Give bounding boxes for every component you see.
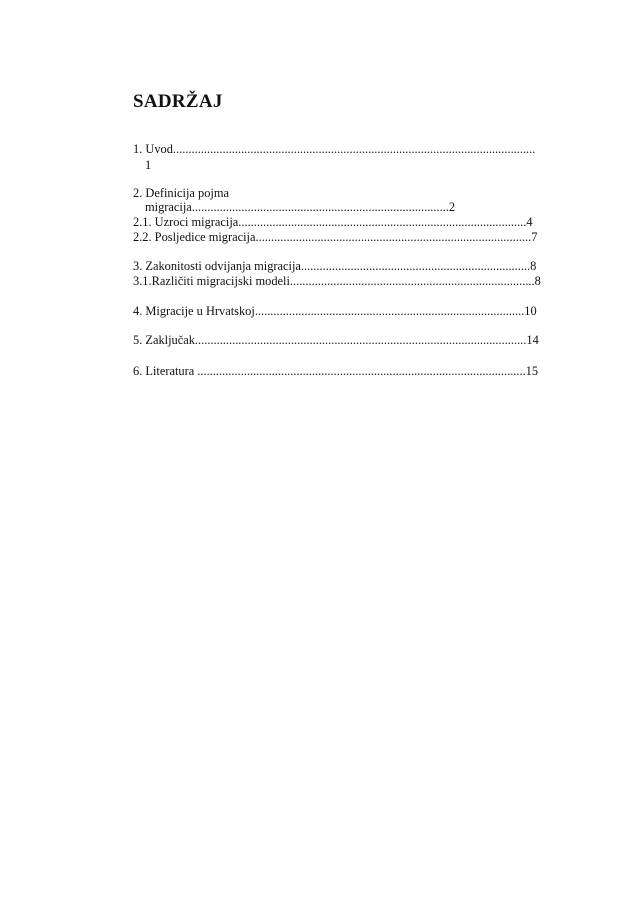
toc-entry-zakonitosti: 3. Zakonitosti odvijanja migracija..........................................................................8 <box>133 259 537 273</box>
toc-entry-literatura: 6. Literatura ..........................................................................................................15 <box>133 364 539 378</box>
toc-entry-definicija-cont: migracija...................................................................................2 <box>145 200 456 214</box>
toc-entry-uvod-page: 1 <box>145 158 152 172</box>
toc-entry-definicija: 2. Definicija pojma <box>133 186 229 200</box>
toc-entry-uvod: 1. Uvod..................................................................................................................... <box>133 142 536 156</box>
toc-entry-modeli: 3.1.Različiti migracijski modeli...............................................................................8 <box>133 274 541 288</box>
toc-entry-hrvatska: 4. Migracije u Hrvatskoj.......................................................................................10 <box>133 304 537 318</box>
toc-entry-uzroci: 2.1. Uzroci migracija.............................................................................................4 <box>133 215 533 229</box>
toc-title: SADRŽAJ <box>133 91 223 112</box>
toc-entry-posljedice: 2.2. Posljedice migracija.........................................................................................7 <box>133 230 538 244</box>
toc-entry-zakljucak: 5. Zaključak...........................................................................................................14 <box>133 333 539 347</box>
